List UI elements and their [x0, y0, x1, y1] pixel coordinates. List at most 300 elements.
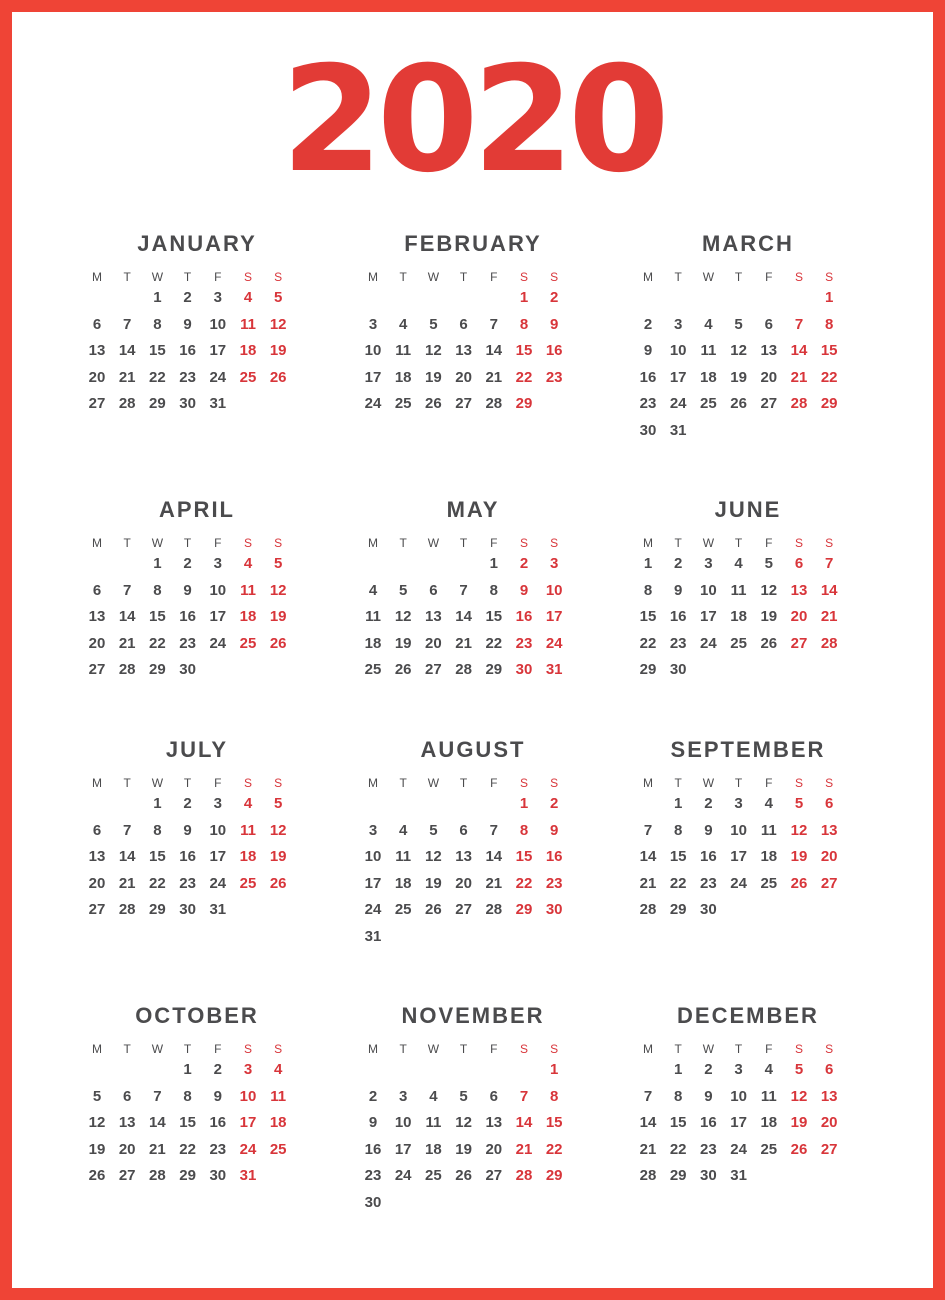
day-cell: 19 — [455, 1140, 472, 1158]
day-cell: 29 — [149, 661, 166, 678]
day-cell: 26 — [425, 901, 442, 918]
weekday-header: W — [427, 1042, 440, 1056]
month-name: DECEMBER — [677, 1003, 819, 1028]
day-cell: 12 — [269, 821, 287, 839]
day-cell: 1 — [153, 289, 162, 306]
day-cell: 6 — [825, 795, 834, 812]
day-cell: 16 — [179, 608, 196, 625]
day-cell: 14 — [149, 1114, 166, 1131]
day-cell: 8 — [519, 821, 529, 839]
day-cell: 7 — [153, 1087, 162, 1105]
day-cell: 23 — [515, 634, 533, 652]
weekday-header: W — [702, 1042, 715, 1056]
day-cell: 20 — [760, 368, 778, 386]
weekday-header: S — [243, 536, 252, 550]
month-name: APRIL — [159, 497, 235, 522]
day-cell: 16 — [209, 1114, 227, 1131]
month-june — [633, 497, 863, 747]
day-cell: 30 — [209, 1167, 227, 1184]
day-cell: 17 — [669, 368, 687, 386]
weekday-header: F — [214, 1042, 222, 1056]
day-cell: 2 — [550, 289, 559, 306]
day-cell: 10 — [209, 581, 227, 599]
day-cell: 17 — [545, 608, 563, 625]
day-cell: 31 — [209, 395, 227, 412]
day-cell: 25 — [394, 395, 412, 412]
weekday-header: T — [459, 270, 468, 284]
day-cell: 18 — [425, 1140, 442, 1158]
day-cell: 19 — [88, 1140, 106, 1158]
weekday-header: T — [459, 536, 468, 550]
day-cell: 15 — [515, 848, 533, 865]
day-cell: 11 — [760, 1087, 777, 1105]
day-cell: 13 — [425, 608, 442, 625]
weekday-header: S — [825, 536, 834, 550]
day-cell: 28 — [485, 901, 503, 918]
weekday-header: M — [368, 1042, 378, 1056]
day-cell: 5 — [794, 795, 804, 812]
day-cell: 22 — [485, 634, 503, 652]
day-cell: 18 — [239, 608, 257, 625]
day-cell: 17 — [209, 848, 227, 865]
day-cell: 6 — [764, 315, 773, 333]
day-cell: 6 — [92, 581, 102, 599]
weekday-header: S — [519, 1042, 528, 1056]
day-cell: 25 — [364, 661, 382, 678]
day-cell: 15 — [545, 1114, 563, 1131]
day-cell: 24 — [730, 874, 747, 892]
day-cell: 22 — [669, 874, 687, 892]
day-cell: 11 — [700, 342, 717, 359]
day-cell: 29 — [669, 1167, 687, 1184]
day-cell: 23 — [639, 395, 657, 412]
month-name: JUNE — [714, 497, 782, 522]
day-cell: 18 — [269, 1114, 287, 1131]
weekday-header: F — [765, 1042, 773, 1056]
day-cell: 17 — [730, 848, 747, 865]
day-cell: 13 — [485, 1114, 503, 1131]
day-cell: 13 — [88, 848, 106, 865]
day-cell: 29 — [545, 1167, 563, 1184]
day-cell: 25 — [239, 368, 257, 386]
day-cell: 9 — [183, 315, 192, 333]
day-cell: 13 — [760, 342, 778, 359]
day-cell: 29 — [820, 395, 838, 412]
day-cell: 24 — [209, 874, 227, 892]
day-cell: 8 — [153, 581, 162, 599]
day-cell: 14 — [455, 608, 472, 625]
month-july — [82, 737, 312, 987]
day-cell: 2 — [550, 795, 559, 812]
day-cell: 13 — [790, 581, 808, 599]
day-cell: 21 — [455, 634, 472, 652]
day-cell: 26 — [269, 368, 287, 386]
day-cell: 15 — [669, 1114, 687, 1131]
day-cell: 22 — [669, 1140, 687, 1158]
day-cell: 16 — [545, 342, 563, 359]
day-cell: 24 — [239, 1140, 257, 1158]
month-september — [633, 737, 863, 987]
month-january — [82, 231, 312, 481]
day-cell: 26 — [455, 1167, 472, 1184]
day-cell: 1 — [825, 289, 834, 306]
day-cell: 4 — [429, 1087, 438, 1105]
day-cell: 6 — [459, 315, 468, 333]
day-cell: 13 — [118, 1114, 136, 1131]
day-cell: 16 — [639, 368, 657, 386]
day-cell: 1 — [674, 795, 683, 812]
day-cell: 9 — [368, 1114, 378, 1131]
day-cell: 22 — [515, 874, 533, 892]
day-cell: 3 — [704, 555, 713, 572]
day-cell: 22 — [149, 874, 166, 892]
day-cell: 12 — [269, 315, 287, 333]
day-cell: 1 — [153, 795, 162, 812]
day-cell: 28 — [820, 634, 838, 652]
day-cell: 18 — [239, 848, 257, 865]
day-cell: 22 — [639, 634, 657, 652]
weekday-header: F — [490, 776, 498, 790]
day-cell: 16 — [545, 848, 563, 865]
day-cell: 2 — [368, 1087, 378, 1105]
day-cell: 27 — [88, 395, 106, 412]
day-cell: 26 — [269, 634, 287, 652]
weekday-header: T — [734, 776, 743, 790]
weekday-header: S — [550, 776, 559, 790]
day-cell: 2 — [704, 795, 713, 812]
day-cell: 30 — [669, 661, 687, 678]
weekday-header: T — [123, 776, 131, 790]
day-cell: 27 — [425, 661, 442, 678]
day-cell: 10 — [364, 848, 382, 865]
day-cell: 19 — [394, 634, 412, 652]
day-cell: 25 — [269, 1140, 287, 1158]
weekday-header: W — [151, 776, 164, 790]
day-cell: 8 — [519, 315, 529, 333]
day-cell: 14 — [639, 848, 657, 865]
day-cell: 27 — [790, 634, 808, 652]
weekday-header: M — [643, 536, 653, 550]
weekday-header: T — [123, 536, 131, 550]
day-cell: 8 — [183, 1087, 192, 1105]
day-cell: 4 — [243, 289, 253, 306]
month-name: MARCH — [702, 231, 794, 256]
weekday-header: W — [427, 776, 440, 790]
day-cell: 27 — [88, 901, 106, 918]
day-cell: 31 — [209, 901, 227, 918]
day-cell: 11 — [365, 608, 381, 625]
day-cell: 22 — [179, 1140, 196, 1158]
day-cell: 17 — [209, 608, 227, 625]
day-cell: 24 — [669, 395, 687, 412]
month-august — [358, 737, 588, 987]
weekday-header: W — [702, 776, 715, 790]
weekday-header: F — [765, 270, 773, 284]
day-cell: 14 — [515, 1114, 533, 1131]
day-cell: 19 — [790, 1114, 808, 1131]
day-cell: 27 — [88, 661, 106, 678]
day-cell: 4 — [368, 581, 378, 599]
day-cell: 5 — [92, 1087, 102, 1105]
day-cell: 8 — [825, 315, 834, 333]
day-cell: 10 — [669, 342, 687, 359]
day-cell: 1 — [550, 1061, 559, 1078]
day-cell: 27 — [485, 1167, 503, 1184]
day-cell: 14 — [118, 342, 136, 359]
day-cell: 25 — [760, 874, 778, 892]
day-cell: 4 — [734, 555, 743, 572]
weekday-header: S — [794, 536, 803, 550]
weekday-header: S — [243, 270, 252, 284]
day-cell: 5 — [734, 315, 743, 333]
day-cell: 16 — [700, 1114, 717, 1131]
day-cell: 24 — [364, 901, 382, 918]
day-cell: 9 — [519, 581, 529, 599]
day-cell: 8 — [643, 581, 653, 599]
day-cell: 25 — [239, 874, 257, 892]
day-cell: 11 — [730, 581, 747, 599]
month-name: AUGUST — [420, 737, 526, 762]
day-cell: 17 — [700, 608, 717, 625]
weekday-header: T — [734, 270, 743, 284]
day-cell: 6 — [92, 821, 102, 839]
month-april — [82, 497, 312, 747]
day-cell: 10 — [209, 315, 227, 333]
day-cell: 20 — [88, 634, 106, 652]
day-cell: 10 — [239, 1087, 257, 1105]
day-cell: 23 — [179, 874, 196, 892]
weekday-header: S — [519, 776, 528, 790]
month-march — [633, 231, 863, 481]
weekday-header: F — [490, 1042, 498, 1056]
day-cell: 21 — [118, 874, 136, 892]
day-cell: 1 — [674, 1061, 683, 1078]
day-cell: 2 — [183, 795, 192, 812]
day-cell: 10 — [209, 821, 227, 839]
day-cell: 5 — [764, 555, 773, 572]
day-cell: 10 — [545, 581, 563, 599]
weekday-header: S — [794, 1042, 803, 1056]
weekday-header: S — [519, 270, 528, 284]
weekday-header: W — [427, 536, 440, 550]
day-cell: 21 — [820, 608, 838, 625]
day-cell: 6 — [825, 1061, 834, 1078]
weekday-header: S — [274, 536, 283, 550]
day-cell: 18 — [239, 342, 257, 359]
day-cell: 28 — [118, 661, 136, 678]
day-cell: 4 — [399, 821, 408, 839]
day-cell: 23 — [700, 874, 717, 892]
day-cell: 18 — [364, 634, 382, 652]
day-cell: 12 — [425, 848, 442, 865]
day-cell: 14 — [485, 342, 503, 359]
weekday-header: M — [92, 270, 102, 284]
day-cell: 7 — [643, 1087, 653, 1105]
day-cell: 17 — [364, 368, 382, 386]
day-cell: 20 — [820, 848, 838, 865]
day-cell: 5 — [429, 315, 438, 333]
day-cell: 18 — [700, 368, 717, 386]
weekday-header: S — [550, 270, 559, 284]
month-december — [633, 1003, 863, 1253]
day-cell: 7 — [489, 821, 498, 839]
weekday-header: F — [765, 776, 773, 790]
day-cell: 23 — [179, 368, 196, 386]
day-cell: 9 — [704, 821, 713, 839]
day-cell: 23 — [545, 368, 563, 386]
day-cell: 21 — [485, 368, 503, 386]
day-cell: 14 — [790, 342, 808, 359]
day-cell: 9 — [183, 581, 192, 599]
day-cell: 8 — [674, 821, 683, 839]
day-cell: 4 — [399, 315, 408, 333]
day-cell: 30 — [179, 661, 196, 678]
weekday-header: S — [519, 536, 528, 550]
day-cell: 20 — [455, 368, 472, 386]
weekday-header: S — [825, 270, 834, 284]
day-cell: 21 — [149, 1140, 166, 1158]
day-cell: 31 — [364, 927, 382, 945]
day-cell: 15 — [515, 342, 533, 359]
day-cell: 19 — [730, 368, 747, 386]
day-cell: 2 — [213, 1061, 222, 1078]
month-october — [82, 1003, 312, 1253]
day-cell: 8 — [489, 581, 498, 599]
day-cell: 7 — [489, 315, 498, 333]
weekday-header: T — [674, 776, 682, 790]
day-cell: 2 — [183, 289, 192, 306]
day-cell: 4 — [764, 1061, 773, 1078]
day-cell: 31 — [239, 1167, 257, 1184]
year-title: 2020 — [281, 35, 664, 205]
day-cell: 18 — [760, 848, 778, 865]
day-cell: 30 — [700, 901, 717, 918]
day-cell: 15 — [639, 608, 657, 625]
day-cell: 4 — [243, 555, 253, 572]
day-cell: 18 — [394, 874, 412, 892]
day-cell: 26 — [269, 874, 287, 892]
day-cell: 20 — [88, 874, 106, 892]
day-cell: 16 — [179, 342, 196, 359]
day-cell: 12 — [455, 1114, 472, 1131]
weekday-header: M — [643, 270, 653, 284]
weekday-header: T — [123, 270, 131, 284]
weekday-header: S — [274, 776, 283, 790]
day-cell: 1 — [489, 555, 498, 572]
day-cell: 9 — [704, 1087, 713, 1105]
day-cell: 7 — [825, 555, 834, 572]
weekday-header: M — [643, 776, 653, 790]
day-cell: 27 — [820, 1140, 838, 1158]
day-cell: 20 — [425, 634, 442, 652]
day-cell: 3 — [368, 821, 378, 839]
weekday-header: T — [734, 1042, 743, 1056]
weekday-header: T — [123, 1042, 131, 1056]
day-cell: 11 — [395, 342, 412, 359]
day-cell: 30 — [545, 901, 563, 918]
day-cell: 7 — [459, 581, 468, 599]
day-cell: 25 — [730, 634, 747, 652]
day-cell: 3 — [550, 555, 559, 572]
day-cell: 3 — [213, 289, 222, 306]
day-cell: 30 — [179, 901, 196, 918]
month-name: NOVEMBER — [401, 1003, 545, 1028]
day-cell: 17 — [209, 342, 227, 359]
day-cell: 29 — [485, 661, 503, 678]
day-cell: 29 — [639, 661, 657, 678]
day-cell: 2 — [519, 555, 529, 572]
day-cell: 20 — [455, 874, 472, 892]
day-cell: 3 — [734, 1061, 743, 1078]
day-cell: 26 — [760, 634, 778, 652]
day-cell: 28 — [639, 1167, 657, 1184]
day-cell: 6 — [92, 315, 102, 333]
day-cell: 1 — [183, 1061, 192, 1078]
day-cell: 9 — [550, 315, 559, 333]
day-cell: 28 — [118, 901, 136, 918]
day-cell: 23 — [179, 634, 196, 652]
month-name: MAY — [446, 497, 500, 522]
day-cell: 29 — [515, 395, 533, 412]
weekday-header: F — [214, 536, 222, 550]
day-cell: 26 — [88, 1167, 106, 1184]
day-cell: 27 — [820, 874, 838, 892]
day-cell: 22 — [545, 1140, 563, 1158]
day-cell: 7 — [794, 315, 804, 333]
day-cell: 4 — [764, 795, 773, 812]
weekday-header: T — [399, 1042, 407, 1056]
day-cell: 24 — [545, 634, 563, 652]
day-cell: 14 — [639, 1114, 657, 1131]
day-cell: 15 — [820, 342, 838, 359]
weekday-header: T — [399, 536, 407, 550]
day-cell: 18 — [760, 1114, 778, 1131]
day-cell: 19 — [269, 848, 287, 865]
weekday-header: F — [490, 536, 498, 550]
day-cell: 28 — [455, 661, 472, 678]
day-cell: 13 — [820, 821, 838, 839]
day-cell: 8 — [674, 1087, 683, 1105]
day-cell: 31 — [730, 1167, 747, 1184]
day-cell: 11 — [270, 1087, 287, 1105]
month-name: JANUARY — [137, 231, 257, 256]
day-cell: 2 — [674, 555, 683, 572]
day-cell: 10 — [700, 581, 717, 599]
day-cell: 3 — [734, 795, 743, 812]
day-cell: 10 — [730, 1087, 747, 1105]
weekday-header: W — [702, 536, 715, 550]
weekday-header: S — [825, 1042, 834, 1056]
day-cell: 22 — [820, 368, 838, 386]
day-cell: 6 — [429, 581, 438, 599]
day-cell: 30 — [364, 1193, 382, 1211]
day-cell: 21 — [639, 874, 657, 892]
day-cell: 3 — [674, 315, 683, 333]
day-cell: 12 — [790, 821, 808, 839]
day-cell: 15 — [485, 608, 503, 625]
day-cell: 26 — [730, 395, 747, 412]
weekday-header: F — [214, 776, 222, 790]
day-cell: 14 — [820, 581, 838, 599]
day-cell: 6 — [489, 1087, 498, 1105]
day-cell: 7 — [123, 581, 132, 599]
day-cell: 23 — [209, 1140, 227, 1158]
day-cell: 28 — [118, 395, 136, 412]
month-name: JULY — [165, 737, 229, 762]
day-cell: 29 — [149, 901, 166, 918]
weekday-header: M — [92, 776, 102, 790]
day-cell: 9 — [674, 581, 683, 599]
